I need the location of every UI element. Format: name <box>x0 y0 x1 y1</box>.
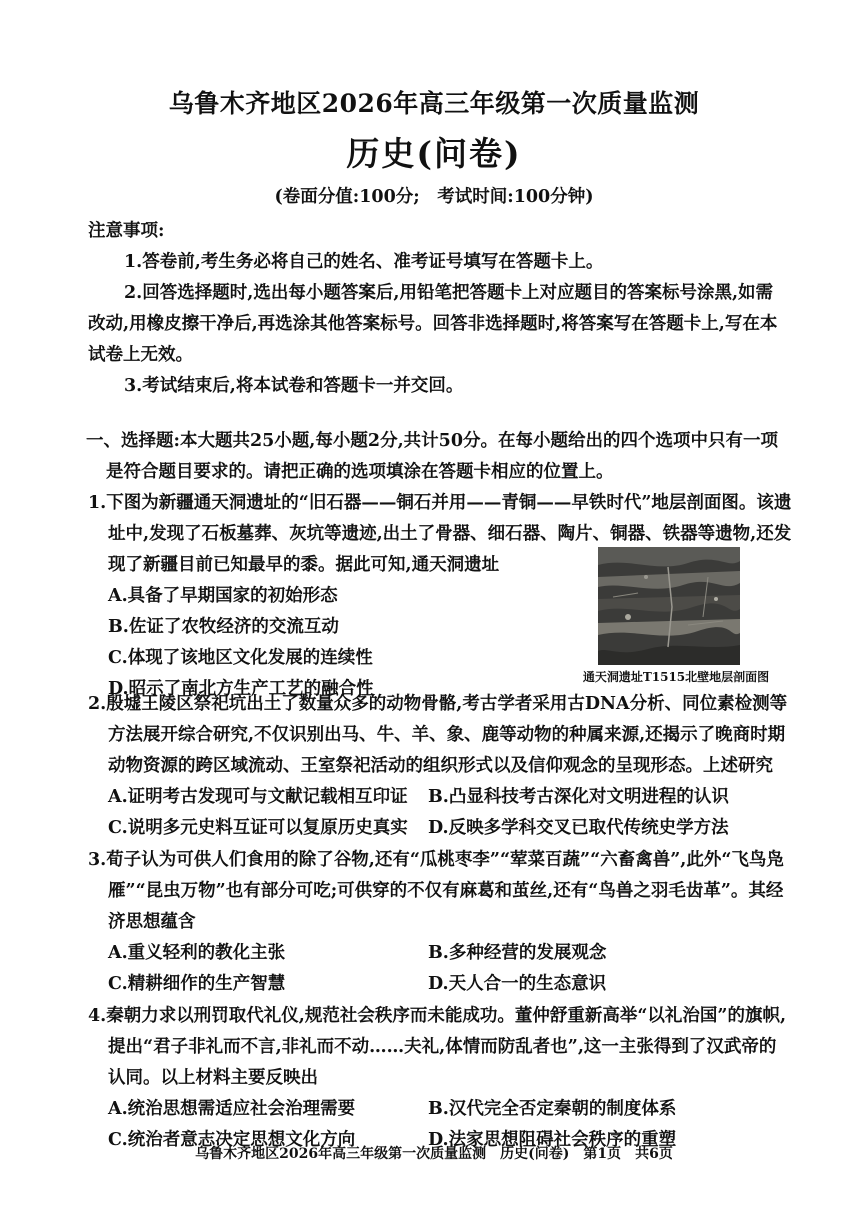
section-heading: 一、选择题:本大题共25小题,每小题2分,共计50分。在每小题给出的四个选项中只有一项是符合题目要求的。请把正确的选项填涂在答题卡相应的位置上。 <box>86 431 779 482</box>
option-1d: D.昭示了南北方生产工艺的融合性 <box>108 679 374 699</box>
page-footer: 乌鲁木齐地区2026年高三年级第一次质量监测 历史(问卷) 第1页 共6页 <box>195 1146 673 1162</box>
question-4-stem: 4.秦朝力求以刑罚取代礼仪,规范社会秩序而未能成功。董仲舒重新高举“以礼治国”的旗帜,提出“君子非礼而不言,非礼而不动……夫礼,体情而防乱者也”,这一主张得到了汉武帝的认同。以上材料主要反映出 <box>88 1006 787 1088</box>
option-4c: C.统治者意志决定思想文化方向 <box>108 1130 356 1150</box>
question-3-stem: 3.荀子认为可供人们食用的除了谷物,还有“瓜桃枣李”“荤菜百蔬”“六畜禽兽”,此外“飞鸟凫雁”“昆虫万物”也有部分可吃;可供穿的不仅有麻葛和茧丝,还有“鸟兽之羽毛齿革”。其经济思想蕴含 <box>88 850 784 932</box>
option-1c: C.体现了该地区文化发展的连续性 <box>108 648 373 668</box>
subject-title: 历史(问卷) <box>346 134 522 173</box>
option-1b: B.佐证了农牧经济的交流互动 <box>108 617 339 637</box>
question-1-options <box>88 581 578 705</box>
option-3c: C.精耕细作的生产智慧 <box>108 974 286 994</box>
stratigraphy-photo <box>598 547 740 665</box>
question-3 <box>88 845 788 1000</box>
option-3a: A.重义轻利的教化主张 <box>108 943 286 963</box>
question-3-options <box>88 938 788 1000</box>
option-2a: A.证明考古发现可与文献记载相互印证 <box>108 787 408 807</box>
question-2-stem: 2.殷墟王陵区祭祀坑出土了数量众多的动物骨骼,考古学者采用古DNA分析、同位素检测等方法展开综合研究,不仅识别出马、牛、羊、象、鹿等动物的种属来源,还揭示了晚商时期动物资源的跨区域流动、王室祭祀活动的组织形式以及信仰观念的呈现形态。上述研究 <box>88 694 788 776</box>
note-item-1: 1.答卷前,考生务必将自己的姓名、准考证号填写在答题卡上。 <box>124 252 604 272</box>
question-2-options <box>88 782 788 844</box>
question-4 <box>88 1001 788 1156</box>
option-2c: C.说明多元史料互证可以复原历史真实 <box>108 818 408 838</box>
exam-meta: (卷面分值:100分; 考试时间:100分钟) <box>274 187 594 207</box>
option-3b: B.多种经营的发展观念 <box>428 943 607 963</box>
option-4a: A.统治思想需适应社会治理需要 <box>108 1099 356 1119</box>
option-1a: A.具备了早期国家的初始形态 <box>108 586 338 606</box>
note-item-3: 3.考试结束后,将本试卷和答题卡一并交回。 <box>124 376 464 396</box>
option-2d: D.反映多学科交叉已取代传统史学方法 <box>428 818 729 838</box>
notes-heading: 注意事项: <box>88 221 165 241</box>
question-2 <box>88 689 788 844</box>
option-3d: D.天人合一的生态意识 <box>428 974 607 994</box>
option-4d: D.法家思想阻碍社会秩序的重塑 <box>428 1130 677 1150</box>
notes-section <box>88 216 788 402</box>
option-2b: B.凸显科技考古深化对文明进程的认识 <box>428 787 729 807</box>
option-4b: B.汉代完全否定秦朝的制度体系 <box>428 1099 677 1119</box>
note-item-2: 2.回答选择题时,选出每小题答案后,用铅笔把答题卡上对应题目的答案标号涂黑,如需改动,用橡皮擦干净后,再选涂其他答案标号。回答非选择题时,将答案写在答题卡上,写在本试卷上无效。 <box>88 283 778 365</box>
stratigraphy-image <box>598 547 740 665</box>
question-1-stem: 1.下图为新疆通天洞遗址的“旧石器——铜石并用——青铜——早铁时代”地层剖面图。该遗址中,发现了石板墓葬、灰坑等遗迹,出土了骨器、细石器、陶片、铜器、铁器等遗物,还发现了新疆目前已知最早的黍。据此可知,通天洞遗址 <box>88 493 792 575</box>
figure-caption: 通天洞遗址T1515北壁地层剖面图 <box>582 670 770 684</box>
exam-title: 乌鲁木齐地区2026年高三年级第一次质量监测 <box>168 89 700 118</box>
